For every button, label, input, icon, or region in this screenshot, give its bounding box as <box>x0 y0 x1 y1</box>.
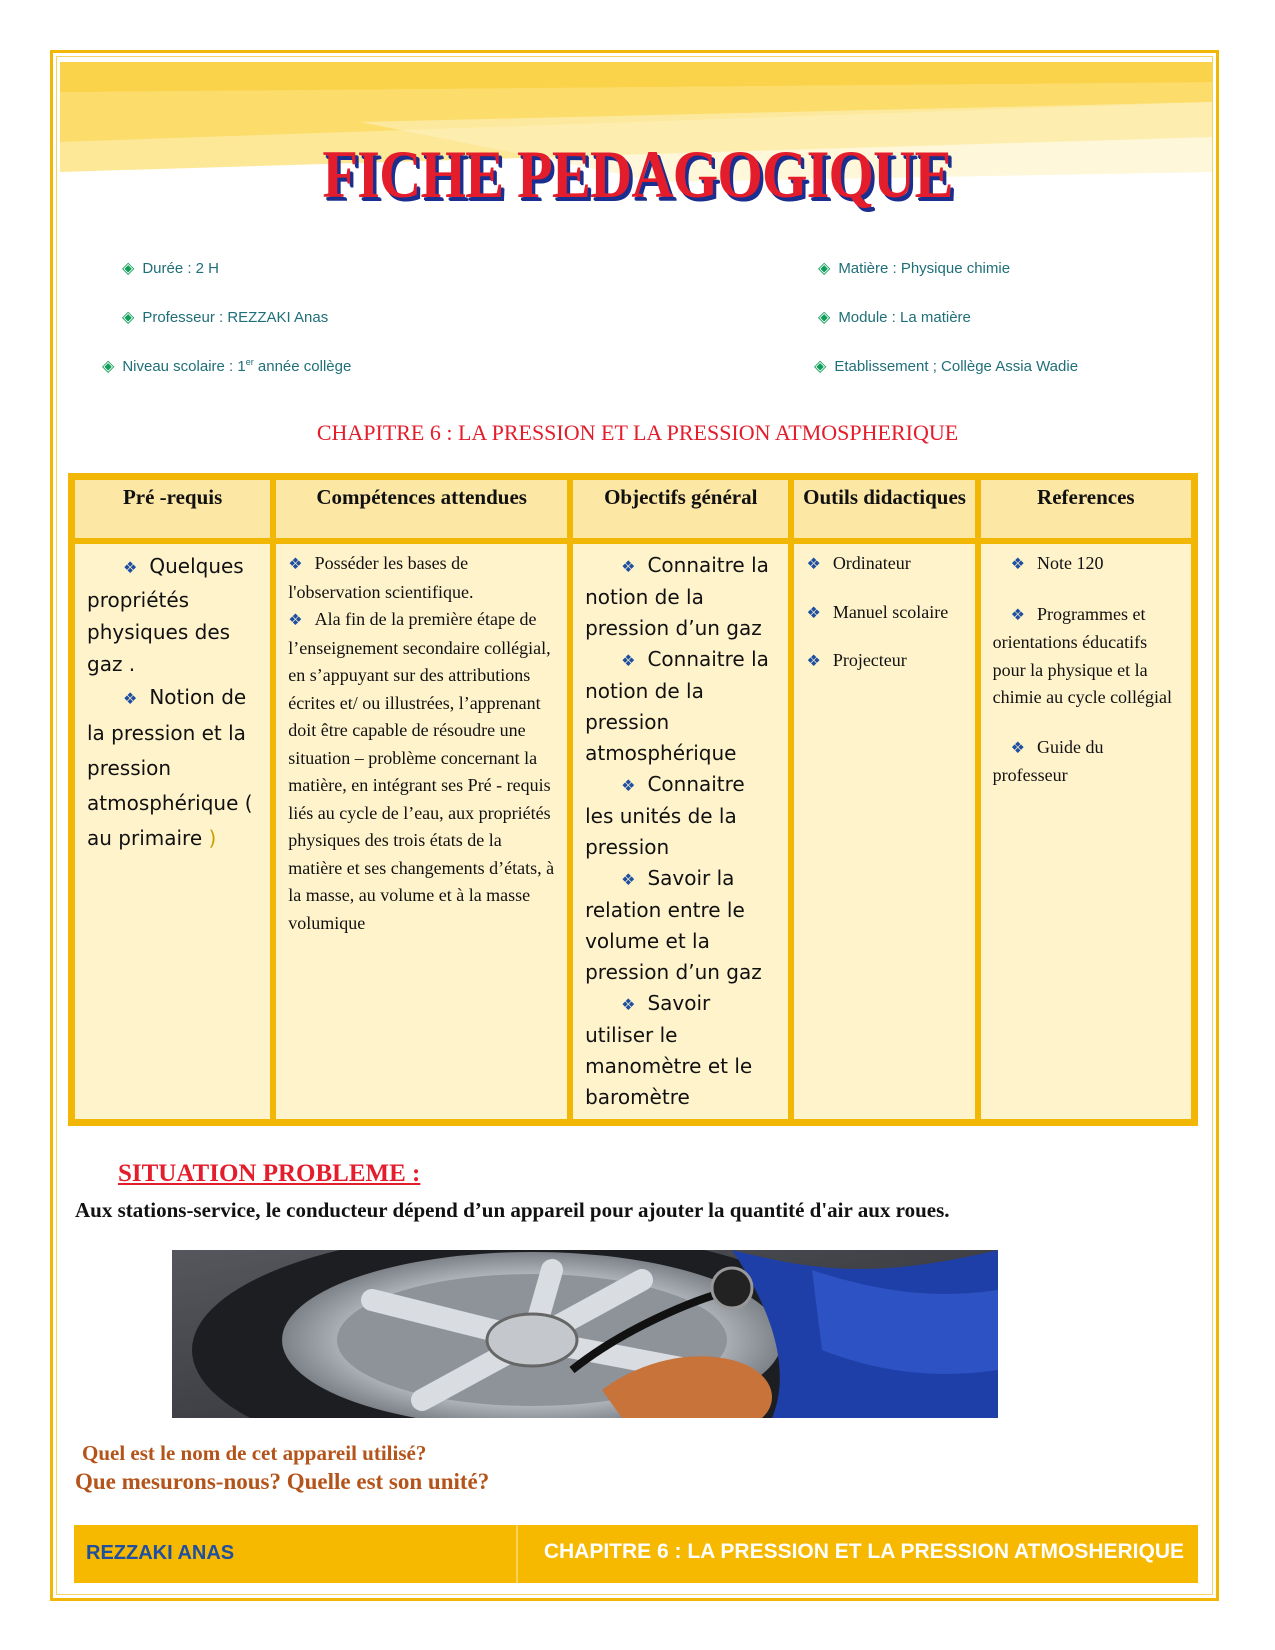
diamond-bullet-icon: ❖ <box>806 653 821 670</box>
header-references: References <box>978 477 1194 541</box>
prerequis-paren: ) <box>208 826 217 850</box>
list-item <box>806 647 962 676</box>
diamond-bullet-icon: ❖ <box>123 689 138 708</box>
list-item <box>288 550 555 606</box>
objectif-item-3: Connaitre les unités de la pression <box>585 772 745 859</box>
diamond-bullet-icon: ◈ <box>122 260 135 277</box>
outil-item-2: Manuel scolaire <box>832 601 949 622</box>
header-prerequis: Pré -requis <box>72 477 273 541</box>
diamond-bullet-icon: ❖ <box>1010 606 1025 624</box>
list-item <box>993 734 1179 790</box>
outil-item-1: Ordinateur <box>832 553 911 573</box>
prerequis-item-1: Quelques propriétés physiques des gaz . <box>87 554 244 676</box>
prerequis-item-2: Notion de la pression et la pression atmosphérique ( au primaire <box>87 685 253 850</box>
list-item <box>585 644 776 769</box>
competence-item-1: Posséder les bases de l'observation scientifique. <box>288 553 474 602</box>
diamond-bullet-icon: ❖ <box>621 776 636 795</box>
meta-niveau-suffix: année collège <box>253 358 352 375</box>
meta-professeur-text: Professeur : REZZAKI Anas <box>142 309 329 326</box>
meta-duree-text: Durée : 2 H <box>142 260 220 277</box>
table-header-row <box>72 477 1194 541</box>
meta-niveau-sup: er <box>245 357 254 367</box>
objectif-item-4: Savoir la relation entre le volume et la pression d’un gaz <box>585 866 762 984</box>
diamond-bullet-icon: ❖ <box>123 558 138 577</box>
diamond-bullet-icon: ❖ <box>621 557 636 576</box>
situation-text: Aux stations-service, le conducteur dépend d’un appareil pour ajouter la quantité d'air aux roues. <box>75 1198 950 1222</box>
footer-divider <box>516 1525 518 1583</box>
competence-item-2: Ala fin de la première étape de l’enseignement secondaire collégial, en s’appuyant sur des attributions écrites et/ ou illustrées, l’apprenant doit être capable de résoudre une situation – problème concernant la matière, en intégrant ses Pré - requis liés au cycle de l’eau, aux propriétés physiques des trois états de la matière et ses changements d’états, à la masse, au volume et à la masse volumique <box>288 609 555 933</box>
reference-item-2: Programmes et orientations éducatifs pour la physique et la chimie au cycle collégial <box>992 603 1173 707</box>
list-item <box>87 680 258 856</box>
diamond-bullet-icon: ❖ <box>621 651 636 670</box>
list-item <box>993 550 1179 579</box>
diamond-bullet-icon: ◈ <box>122 309 135 326</box>
diamond-bullet-icon: ❖ <box>1010 556 1025 573</box>
footer-bar <box>74 1525 1198 1583</box>
cell-objectifs <box>570 541 791 1122</box>
list-item <box>585 988 776 1113</box>
header-competences: Compétences attendues <box>273 477 570 541</box>
tire-photo-illustration <box>172 1250 998 1418</box>
objectif-item-1: Connaitre la notion de la pression d’un gaz <box>585 553 769 640</box>
list-item <box>585 550 776 644</box>
diamond-bullet-icon: ◈ <box>818 260 831 277</box>
diamond-bullet-icon: ❖ <box>288 556 303 573</box>
diamond-bullet-icon: ❖ <box>621 995 636 1014</box>
diamond-bullet-icon: ❖ <box>621 870 636 889</box>
tire-inflation-photo <box>172 1250 998 1418</box>
page-title: FICHE PEDAGOGIQUE <box>322 136 953 212</box>
meta-professeur <box>122 307 328 327</box>
table-row <box>72 541 1194 1122</box>
cell-references <box>978 541 1194 1122</box>
meta-niveau <box>102 356 351 376</box>
diamond-bullet-icon: ❖ <box>288 612 303 629</box>
outils-list <box>806 550 962 676</box>
list-item <box>806 550 962 579</box>
cell-competences <box>273 541 570 1122</box>
diamond-bullet-icon: ◈ <box>818 309 831 326</box>
outil-item-3: Projecteur <box>832 650 907 670</box>
diamond-bullet-icon: ❖ <box>806 556 821 573</box>
meta-etablissement <box>814 356 1078 376</box>
meta-matiere <box>818 258 1010 278</box>
footer-chapter: CHAPITRE 6 : LA PRESSION ET LA PRESSION ATMOSHERIQUE <box>543 1540 1184 1563</box>
list-item <box>806 599 962 628</box>
meta-duree <box>122 258 219 278</box>
objectif-item-2: Connaitre la notion de la pression atmosphérique <box>585 647 769 765</box>
meta-etablissement-text: Etablissement ; Collège Assia Wadie <box>834 358 1079 375</box>
diamond-bullet-icon: ◈ <box>102 358 115 375</box>
diamond-bullet-icon: ❖ <box>1010 739 1025 757</box>
situation-title: SITUATION PROBLEME : <box>118 1160 421 1187</box>
meta-niveau-text: Niveau scolaire : 1 <box>122 358 246 375</box>
list-item <box>993 601 1179 712</box>
diamond-bullet-icon: ❖ <box>806 604 821 622</box>
objectif-item-5: Savoir utiliser le manomètre et le baromètre <box>585 991 753 1109</box>
list-item <box>87 550 258 680</box>
cell-prerequis <box>72 541 273 1122</box>
lesson-table <box>68 473 1198 1126</box>
list-item <box>585 769 776 863</box>
reference-item-3: Guide du professeur <box>992 736 1104 785</box>
meta-module <box>818 307 971 327</box>
list-item <box>585 863 776 988</box>
meta-matiere-text: Matière : Physique chimie <box>838 260 1011 277</box>
header-objectifs: Objectifs général <box>570 477 791 541</box>
list-item <box>288 606 555 937</box>
meta-module-text: Module : La matière <box>838 309 971 326</box>
diamond-bullet-icon: ◈ <box>814 358 827 375</box>
footer-author: REZZAKI ANAS <box>86 1542 235 1564</box>
cell-outils <box>791 541 977 1122</box>
reference-item-1: Note 120 <box>1036 553 1104 573</box>
question-2: Que mesurons-nous? Quelle est son unité? <box>75 1469 490 1494</box>
chapter-title: CHAPITRE 6 : LA PRESSION ET LA PRESSION ATMOSPHERIQUE <box>316 420 959 445</box>
question-1: Quel est le nom de cet appareil utilisé? <box>82 1441 427 1465</box>
header-outils: Outils didactiques <box>791 477 977 541</box>
